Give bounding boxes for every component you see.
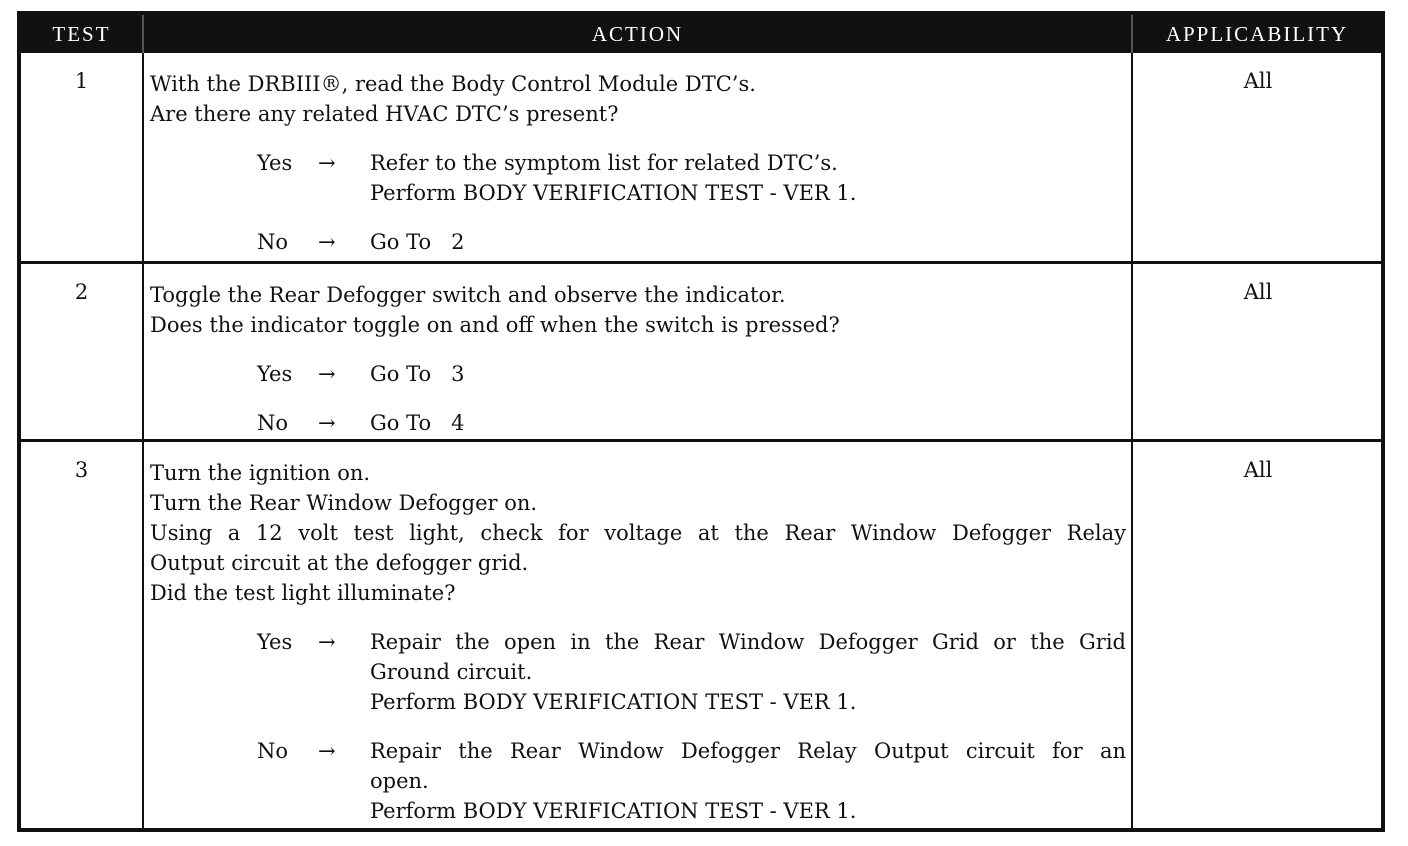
action-line: With the DRBIII®, read the Body Control Module DTC’s. bbox=[150, 72, 756, 96]
table-row bbox=[21, 264, 1381, 439]
table-row bbox=[21, 53, 1381, 261]
action-line: Turn the Rear Window Defogger on. bbox=[150, 491, 538, 515]
outcome-no bbox=[150, 736, 1126, 826]
outcome-label: Yes bbox=[257, 151, 293, 175]
outcome-text: Perform BODY VERIFICATION TEST - VER 1. bbox=[370, 181, 857, 205]
outcome-label: No bbox=[257, 230, 289, 254]
outcome-label: Yes bbox=[257, 362, 293, 386]
test-number: 2 bbox=[74, 280, 89, 304]
applicability-value: All bbox=[1243, 458, 1273, 482]
header-applicability: APPLICABILITY bbox=[1165, 22, 1349, 46]
action-cell bbox=[150, 458, 1126, 826]
outcome-text: Go To 2 bbox=[370, 230, 465, 254]
action-line: Toggle the Rear Defogger switch and observe the indicator. bbox=[150, 283, 786, 307]
outcome-text: Go To 3 bbox=[370, 362, 465, 386]
action-line: Turn the ignition on. bbox=[150, 461, 371, 485]
arrow-icon: → bbox=[318, 151, 336, 175]
action-line: Output circuit at the defogger grid. bbox=[150, 551, 529, 575]
arrow-icon: → bbox=[318, 739, 336, 763]
outcome-yes bbox=[150, 627, 1126, 717]
action-line: Did the test light illuminate? bbox=[150, 581, 456, 605]
table-row bbox=[21, 442, 1381, 832]
arrow-icon: → bbox=[318, 230, 336, 254]
outcome-text: Ground circuit. bbox=[370, 660, 533, 684]
outcome-label: Yes bbox=[257, 630, 293, 654]
outcome-yes bbox=[150, 359, 1126, 389]
action-cell bbox=[150, 280, 1126, 438]
applicability-value: All bbox=[1243, 69, 1273, 93]
outcome-text: Go To 4 bbox=[370, 411, 465, 435]
diagnostic-test-table bbox=[17, 11, 1385, 832]
applicability-value: All bbox=[1243, 280, 1273, 304]
action-line: Does the indicator toggle on and off when the switch is pressed? bbox=[150, 313, 840, 337]
outcome-no bbox=[150, 408, 1126, 438]
outcome-text: Refer to the symptom list for related DTC’s. bbox=[370, 151, 838, 175]
outcome-label: No bbox=[257, 411, 289, 435]
outcome-yes bbox=[150, 148, 1126, 208]
header-test: TEST bbox=[52, 22, 111, 46]
arrow-icon: → bbox=[318, 411, 336, 435]
action-line: Are there any related HVAC DTC’s present? bbox=[150, 102, 619, 126]
table-header bbox=[21, 15, 1381, 53]
header-action: ACTION bbox=[591, 22, 684, 46]
arrow-icon: → bbox=[318, 362, 336, 386]
outcome-no bbox=[150, 227, 1126, 257]
test-number: 3 bbox=[74, 458, 89, 482]
arrow-icon: → bbox=[318, 630, 336, 654]
outcome-text: open. bbox=[370, 769, 429, 793]
outcome-text: Perform BODY VERIFICATION TEST - VER 1. bbox=[370, 799, 857, 823]
outcome-text: Repair the Rear Window Defogger Relay Output circuit for an bbox=[370, 739, 1126, 763]
outcome-label: No bbox=[257, 739, 289, 763]
outcome-text: Perform BODY VERIFICATION TEST - VER 1. bbox=[370, 690, 857, 714]
test-number: 1 bbox=[74, 69, 89, 93]
outcome-text: Repair the open in the Rear Window Defogger Grid or the Grid bbox=[370, 630, 1126, 654]
action-line: Using a 12 volt test light, check for voltage at the Rear Window Defogger Relay bbox=[150, 521, 1126, 545]
action-cell bbox=[150, 69, 1126, 257]
